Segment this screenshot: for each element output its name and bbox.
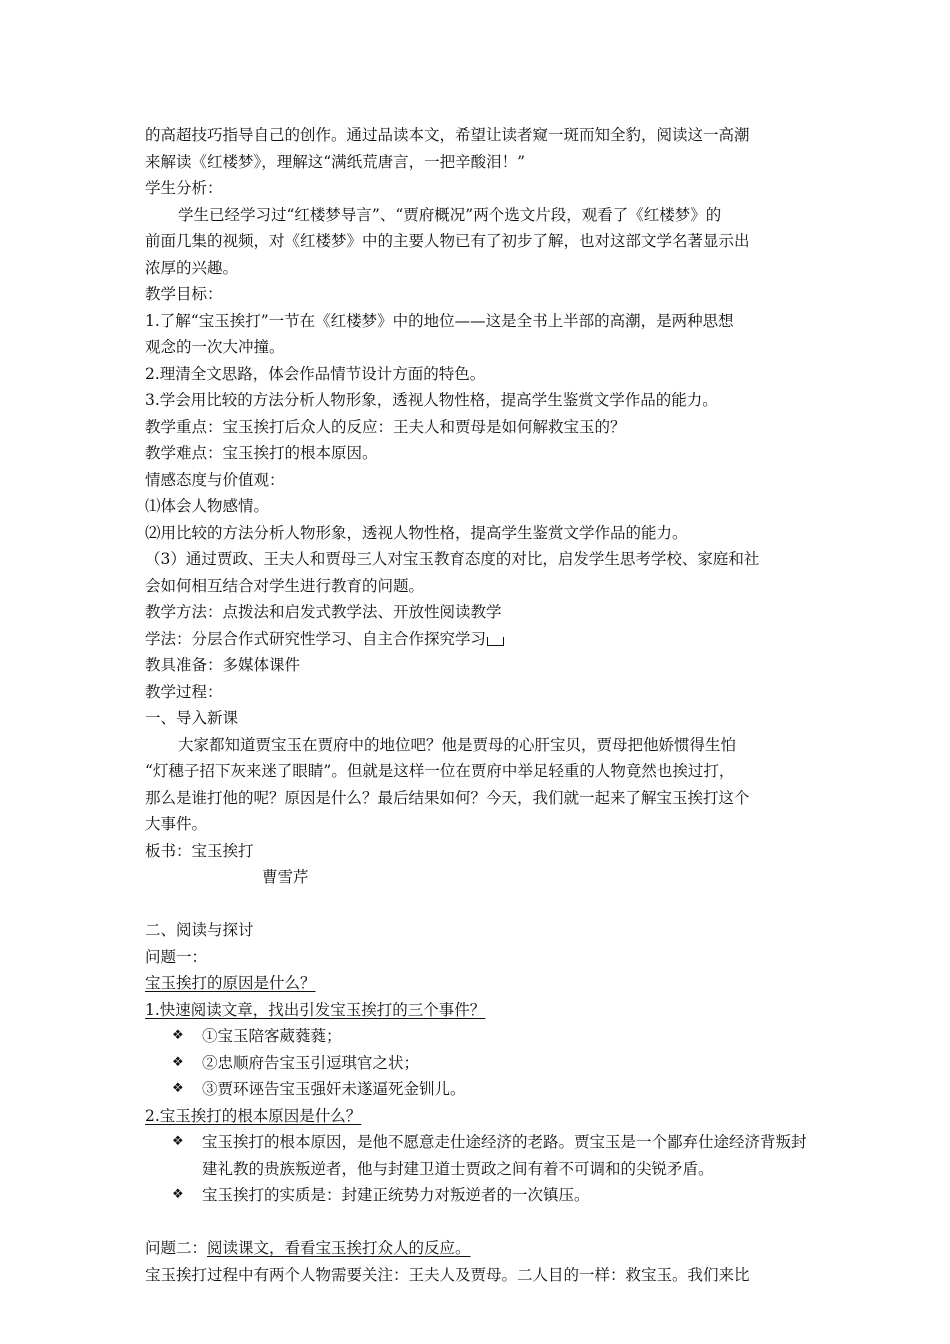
question-1-sub-1: 1.快速阅读文章，找出引发宝玉挨打的三个事件？ — [145, 1000, 486, 1019]
intro-line-2: 来解读《红楼梦》，理解这“满纸荒唐言，一把辛酸泪！” — [145, 152, 526, 171]
values-item-1: ⑴体会人物感情。 — [145, 497, 270, 515]
values-heading: 情感态度与价值观： — [145, 470, 285, 489]
teaching-focus: 教学重点：宝玉挨打后众人的反应：王夫人和贾母是如何解救宝玉的？ — [145, 417, 626, 436]
teaching-tools: 教具准备：多媒体课件 — [145, 656, 301, 674]
values-item-3-line-2: 会如何相互结合对学生进行教育的问题。 — [145, 576, 425, 595]
board-title: 板书：宝玉挨打 — [145, 841, 254, 860]
event-item — [145, 1023, 813, 1050]
reason-item — [145, 1129, 813, 1182]
event-text: ③贾环诬告宝玉强奸未遂逼死金钏儿。 — [202, 1080, 466, 1098]
student-analysis-line-3: 浓厚的兴趣。 — [145, 258, 239, 277]
section-1-line-1: 大家都知道贾宝玉在贾府中的地位吧？他是贾母的心肝宝贝，贾母把他娇惯得生怕 — [178, 735, 737, 754]
question-1-title-row — [145, 970, 813, 997]
diamond-bullet-icon: ❖ — [172, 1081, 184, 1096]
question-1-sub-1-row — [145, 997, 813, 1024]
goal-1-line-1: 1.了解“宝玉挨打”一节在《红楼梦》中的地位——这是全书上半部的高潮，是两种思想 — [145, 311, 734, 330]
goal-2: 2.理清全文思路，体会作品情节设计方面的特色。 — [145, 364, 486, 383]
event-text: ②忠顺府告宝玉引逗琪官之状； — [202, 1053, 420, 1072]
document-page — [145, 122, 813, 1288]
goals-heading: 教学目标： — [145, 285, 223, 303]
diamond-bullet-icon: ❖ — [172, 1054, 184, 1070]
board-author: 曹雪芹 — [262, 868, 309, 886]
process-heading: 教学过程： — [145, 682, 223, 701]
values-item-2: ⑵用比较的方法分析人物形象，透视人物性格，提高学生鉴赏文学作品的能力。 — [145, 523, 688, 542]
question-2-title: 阅读课文，看看宝玉挨打众人的反应。 — [207, 1239, 471, 1257]
reason-text: 宝玉挨打的实质是：封建正统势力对叛逆者的一次镇压。 — [202, 1186, 590, 1204]
diamond-bullet-icon: ❖ — [172, 1134, 184, 1149]
event-item — [145, 1076, 813, 1103]
question-2-label: 问题二： — [145, 1239, 208, 1257]
teaching-method: 教学方法：点拨法和启发式教学法、开放性阅读教学 — [145, 603, 502, 621]
event-text: ①宝玉陪客葳蕤蕤； — [202, 1027, 342, 1045]
student-analysis-heading: 学生分析： — [145, 179, 223, 197]
diamond-bullet-icon: ❖ — [172, 1028, 184, 1043]
student-analysis-line-1: 学生已经学习过“红楼梦导言”、“贾府概况”两个选文片段，观看了《红楼梦》的 — [178, 205, 722, 224]
teaching-difficulty: 教学难点：宝玉挨打的根本原因。 — [145, 444, 378, 462]
section-2-heading: 二、阅读与探讨 — [145, 921, 254, 939]
diamond-bullet-icon: ❖ — [172, 1187, 184, 1202]
section-1-line-2: “灯穗子招下灰来迷了眼睛”。但就是这样一位在贾府中举足轻重的人物竟然也挨过打， — [145, 762, 735, 780]
study-method: 学法：分层合作式研究性学习、自主合作探究学习 — [145, 629, 487, 648]
text-cursor-mark — [487, 637, 504, 646]
blank-line — [145, 1209, 813, 1236]
study-method-row — [145, 626, 813, 653]
question-1-heading: 问题一： — [145, 947, 208, 966]
section-1-line-3: 那么是谁打他的呢？原因是什么？最后结果如何？今天，我们就一起来了解宝玉挨打这个 — [145, 788, 750, 807]
blank-line — [145, 891, 813, 918]
reason-item — [145, 1182, 813, 1209]
question-2-text: 宝玉挨打过程中有两个人物需要关注：王夫人及贾母。二人目的一样：救宝玉。我们来比 — [145, 1265, 750, 1284]
question-1-sub-2: 2.宝玉挨打的根本原因是什么？ — [145, 1106, 362, 1125]
question-1-title: 宝玉挨打的原因是什么？ — [145, 974, 316, 992]
intro-line-1: 的高超技巧指导自己的创作。通过品读本文，希望让读者窥一斑而知全豹，阅读这一高潮 — [145, 126, 750, 144]
question-1-sub-2-row — [145, 1103, 813, 1130]
values-item-3-line-1: （3）通过贾政、王夫人和贾母三人对宝玉教育态度的对比，启发学生思考学校、家庭和社 — [145, 550, 760, 568]
goal-3: 3.学会用比较的方法分析人物形象，透视人物性格，提高学生鉴赏文学作品的能力。 — [145, 391, 718, 409]
section-1-heading: 一、导入新课 — [145, 709, 239, 727]
event-item — [145, 1050, 813, 1077]
reason-text: 宝玉挨打的根本原因，是他不愿意走仕途经济的老路。贾宝玉是一个鄙弃仕途经济背叛封建礼教的贵族叛逆者，他与封建卫道士贾政之间有着不可调和的尖锐矛盾。 — [202, 1133, 807, 1178]
student-analysis-line-2: 前面几集的视频，对《红楼梦》中的主要人物已有了初步了解，也对这部文学名著显示出 — [145, 232, 750, 250]
section-1-line-4: 大事件。 — [145, 815, 208, 833]
question-2-row — [145, 1235, 813, 1262]
goal-1-line-2: 观念的一次大冲撞。 — [145, 338, 285, 356]
